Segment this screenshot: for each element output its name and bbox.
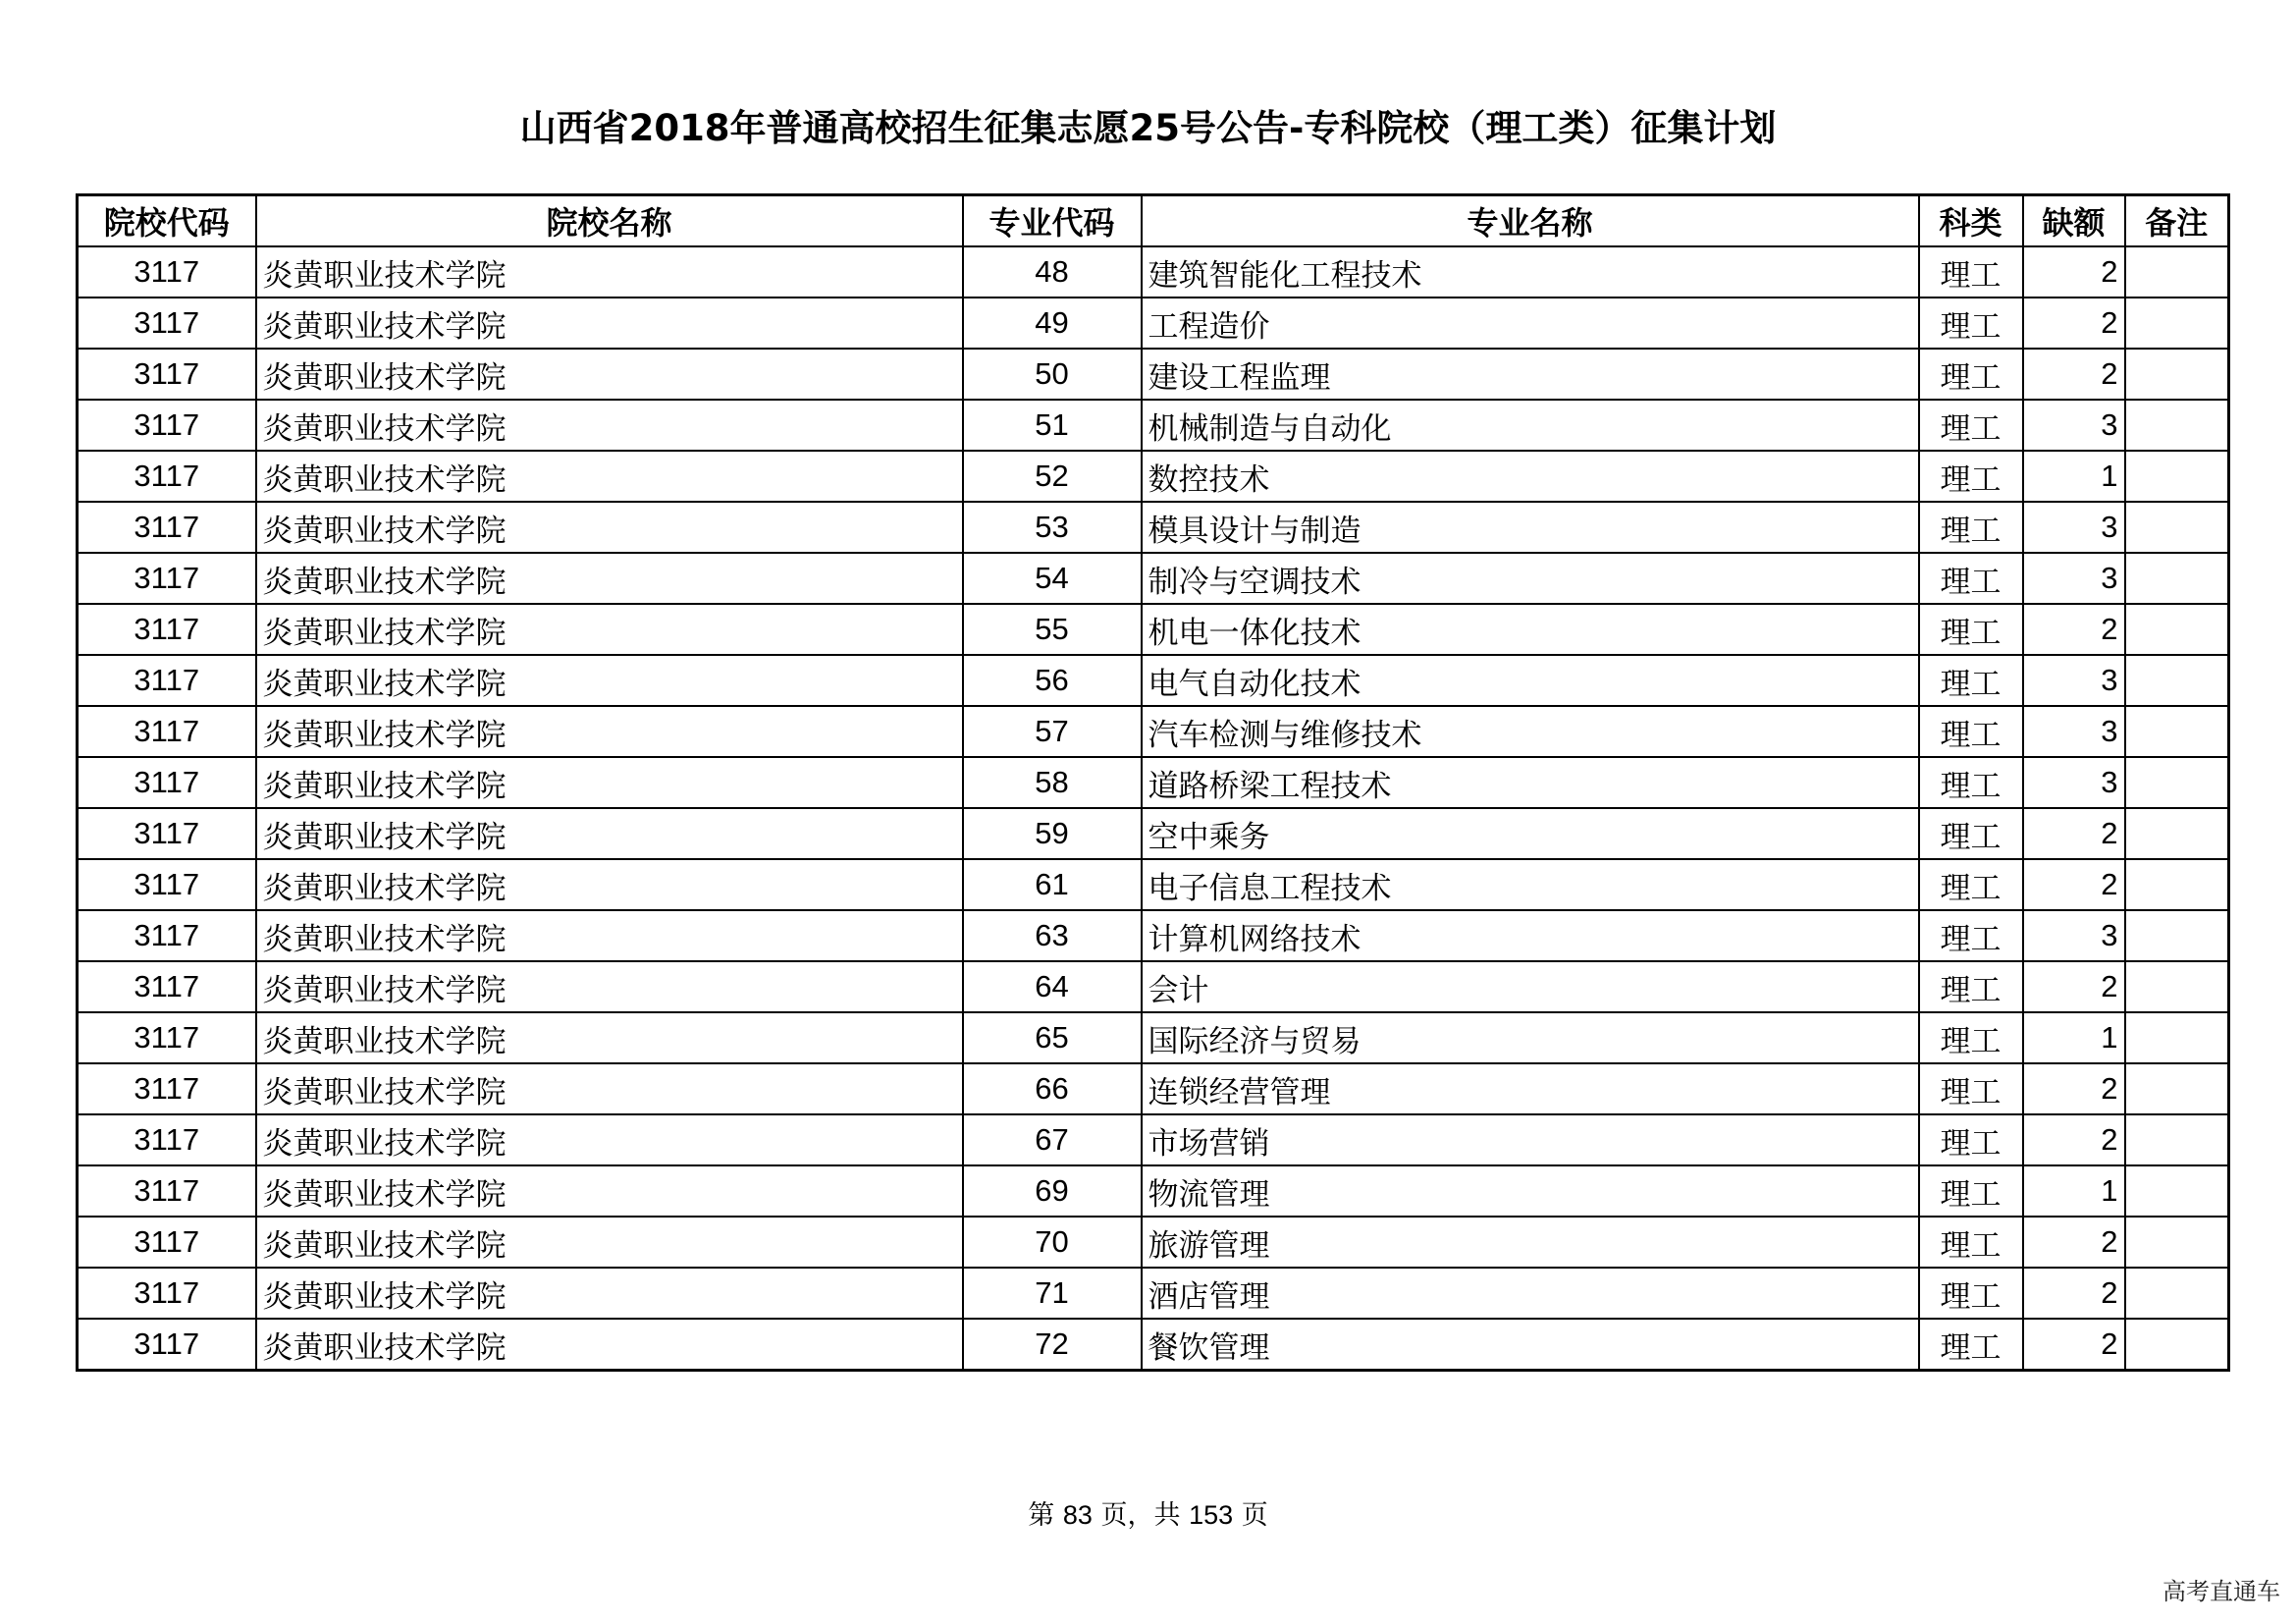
cell-major-code: 49	[963, 298, 1142, 349]
cell-major-name: 机械制造与自动化	[1142, 400, 1919, 451]
footer-total-pages: 153	[1189, 1500, 1234, 1530]
cell-school-name: 炎黄职业技术学院	[256, 553, 963, 604]
cell-school-name: 炎黄职业技术学院	[256, 859, 963, 910]
table-row	[78, 349, 2229, 400]
header-major-name: 专业名称	[1142, 195, 1919, 247]
cell-major-name: 连锁经营管理	[1142, 1063, 1919, 1114]
cell-school-name: 炎黄职业技术学院	[256, 655, 963, 706]
cell-category: 理工	[1919, 961, 2023, 1012]
footer-middle: 页，共	[1100, 1500, 1181, 1531]
cell-school-code: 3117	[78, 808, 256, 859]
cell-school-code: 3117	[78, 451, 256, 502]
cell-school-name: 炎黄职业技术学院	[256, 910, 963, 961]
cell-category: 理工	[1919, 298, 2023, 349]
cell-major-code: 61	[963, 859, 1142, 910]
cell-category: 理工	[1919, 246, 2023, 298]
cell-major-code: 63	[963, 910, 1142, 961]
plan-table	[76, 193, 2230, 1372]
footer-prefix: 第	[1028, 1500, 1055, 1531]
cell-vacancy: 2	[2023, 1217, 2125, 1268]
table-row	[78, 808, 2229, 859]
cell-major-name: 会计	[1142, 961, 1919, 1012]
cell-school-name: 炎黄职业技术学院	[256, 246, 963, 298]
cell-school-name: 炎黄职业技术学院	[256, 1217, 963, 1268]
cell-school-name: 炎黄职业技术学院	[256, 1165, 963, 1217]
cell-note	[2125, 910, 2229, 961]
cell-school-code: 3117	[78, 910, 256, 961]
table-row	[78, 1319, 2229, 1371]
table-header-row	[78, 195, 2229, 247]
cell-category: 理工	[1919, 1114, 2023, 1165]
cell-school-code: 3117	[78, 246, 256, 298]
footer-page-number: 83	[1062, 1500, 1093, 1530]
cell-school-code: 3117	[78, 1268, 256, 1319]
cell-category: 理工	[1919, 706, 2023, 757]
table-row	[78, 604, 2229, 655]
cell-major-name: 空中乘务	[1142, 808, 1919, 859]
cell-note	[2125, 706, 2229, 757]
cell-major-code: 72	[963, 1319, 1142, 1371]
cell-major-code: 67	[963, 1114, 1142, 1165]
cell-school-code: 3117	[78, 706, 256, 757]
cell-vacancy: 2	[2023, 1114, 2125, 1165]
cell-school-name: 炎黄职业技术学院	[256, 451, 963, 502]
cell-major-name: 工程造价	[1142, 298, 1919, 349]
cell-major-name: 汽车检测与维修技术	[1142, 706, 1919, 757]
cell-category: 理工	[1919, 349, 2023, 400]
cell-note	[2125, 757, 2229, 808]
cell-note	[2125, 400, 2229, 451]
cell-major-name: 旅游管理	[1142, 1217, 1919, 1268]
cell-major-name: 计算机网络技术	[1142, 910, 1919, 961]
cell-vacancy: 2	[2023, 298, 2125, 349]
table-row	[78, 859, 2229, 910]
cell-major-code: 71	[963, 1268, 1142, 1319]
cell-note	[2125, 451, 2229, 502]
cell-major-code: 56	[963, 655, 1142, 706]
cell-note	[2125, 604, 2229, 655]
cell-school-code: 3117	[78, 298, 256, 349]
table-row	[78, 451, 2229, 502]
cell-school-name: 炎黄职业技术学院	[256, 1268, 963, 1319]
cell-note	[2125, 246, 2229, 298]
cell-vacancy: 3	[2023, 757, 2125, 808]
cell-major-code: 57	[963, 706, 1142, 757]
table-body	[78, 246, 2229, 1371]
cell-school-name: 炎黄职业技术学院	[256, 400, 963, 451]
cell-major-name: 建筑智能化工程技术	[1142, 246, 1919, 298]
cell-school-code: 3117	[78, 1114, 256, 1165]
cell-category: 理工	[1919, 451, 2023, 502]
cell-school-code: 3117	[78, 553, 256, 604]
cell-vacancy: 1	[2023, 451, 2125, 502]
table-row	[78, 1063, 2229, 1114]
cell-note	[2125, 655, 2229, 706]
cell-category: 理工	[1919, 1217, 2023, 1268]
cell-major-code: 53	[963, 502, 1142, 553]
cell-major-code: 69	[963, 1165, 1142, 1217]
cell-major-code: 65	[963, 1012, 1142, 1063]
table-row	[78, 1217, 2229, 1268]
header-note: 备注	[2125, 195, 2229, 247]
page-footer	[0, 1493, 2296, 1532]
cell-major-code: 55	[963, 604, 1142, 655]
cell-school-name: 炎黄职业技术学院	[256, 1012, 963, 1063]
header-school-code: 院校代码	[78, 195, 256, 247]
cell-vacancy: 3	[2023, 706, 2125, 757]
table-row	[78, 1268, 2229, 1319]
table-row	[78, 706, 2229, 757]
cell-vacancy: 3	[2023, 400, 2125, 451]
cell-category: 理工	[1919, 1165, 2023, 1217]
cell-vacancy: 2	[2023, 1063, 2125, 1114]
cell-school-code: 3117	[78, 1012, 256, 1063]
table-row	[78, 961, 2229, 1012]
cell-note	[2125, 1165, 2229, 1217]
cell-note	[2125, 1268, 2229, 1319]
cell-category: 理工	[1919, 757, 2023, 808]
cell-note	[2125, 349, 2229, 400]
cell-major-code: 54	[963, 553, 1142, 604]
cell-vacancy: 2	[2023, 808, 2125, 859]
cell-school-code: 3117	[78, 1165, 256, 1217]
cell-category: 理工	[1919, 859, 2023, 910]
cell-school-code: 3117	[78, 757, 256, 808]
cell-major-code: 48	[963, 246, 1142, 298]
cell-major-name: 酒店管理	[1142, 1268, 1919, 1319]
cell-school-name: 炎黄职业技术学院	[256, 1319, 963, 1371]
cell-note	[2125, 961, 2229, 1012]
cell-school-code: 3117	[78, 1063, 256, 1114]
cell-school-code: 3117	[78, 1217, 256, 1268]
cell-category: 理工	[1919, 1063, 2023, 1114]
cell-major-name: 电子信息工程技术	[1142, 859, 1919, 910]
table-row	[78, 910, 2229, 961]
cell-category: 理工	[1919, 1319, 2023, 1371]
cell-category: 理工	[1919, 1268, 2023, 1319]
cell-major-name: 电气自动化技术	[1142, 655, 1919, 706]
table-row	[78, 1165, 2229, 1217]
header-vacancy: 缺额	[2023, 195, 2125, 247]
cell-major-name: 机电一体化技术	[1142, 604, 1919, 655]
cell-school-name: 炎黄职业技术学院	[256, 298, 963, 349]
cell-major-code: 66	[963, 1063, 1142, 1114]
cell-vacancy: 3	[2023, 655, 2125, 706]
cell-major-code: 51	[963, 400, 1142, 451]
header-major-code: 专业代码	[963, 195, 1142, 247]
cell-school-name: 炎黄职业技术学院	[256, 349, 963, 400]
cell-note	[2125, 1217, 2229, 1268]
cell-school-name: 炎黄职业技术学院	[256, 808, 963, 859]
cell-major-code: 58	[963, 757, 1142, 808]
cell-school-code: 3117	[78, 859, 256, 910]
cell-school-code: 3117	[78, 400, 256, 451]
cell-major-code: 59	[963, 808, 1142, 859]
cell-school-name: 炎黄职业技术学院	[256, 706, 963, 757]
cell-vacancy: 1	[2023, 1165, 2125, 1217]
cell-vacancy: 3	[2023, 502, 2125, 553]
cell-school-code: 3117	[78, 502, 256, 553]
cell-school-name: 炎黄职业技术学院	[256, 1063, 963, 1114]
cell-note	[2125, 1063, 2229, 1114]
cell-vacancy: 1	[2023, 1012, 2125, 1063]
cell-note	[2125, 502, 2229, 553]
cell-vacancy: 2	[2023, 961, 2125, 1012]
table-row	[78, 246, 2229, 298]
table-row	[78, 298, 2229, 349]
cell-school-name: 炎黄职业技术学院	[256, 757, 963, 808]
header-school-name: 院校名称	[256, 195, 963, 247]
cell-note	[2125, 808, 2229, 859]
cell-note	[2125, 553, 2229, 604]
cell-vacancy: 2	[2023, 246, 2125, 298]
cell-category: 理工	[1919, 553, 2023, 604]
cell-major-code: 70	[963, 1217, 1142, 1268]
cell-vacancy: 2	[2023, 1268, 2125, 1319]
cell-school-code: 3117	[78, 961, 256, 1012]
cell-vacancy: 3	[2023, 910, 2125, 961]
header-category: 科类	[1919, 195, 2023, 247]
cell-category: 理工	[1919, 502, 2023, 553]
cell-category: 理工	[1919, 400, 2023, 451]
document-title: 山西省2018年普通高校招生征集志愿25号公告-专科院校（理工类）征集计划	[519, 107, 1777, 149]
table-row	[78, 553, 2229, 604]
cell-major-name: 制冷与空调技术	[1142, 553, 1919, 604]
cell-major-code: 52	[963, 451, 1142, 502]
cell-vacancy: 2	[2023, 1319, 2125, 1371]
cell-vacancy: 2	[2023, 604, 2125, 655]
cell-vacancy: 2	[2023, 859, 2125, 910]
table-row	[78, 655, 2229, 706]
cell-category: 理工	[1919, 1012, 2023, 1063]
cell-note	[2125, 298, 2229, 349]
cell-school-code: 3117	[78, 349, 256, 400]
footer-suffix: 页	[1241, 1500, 1268, 1531]
cell-school-name: 炎黄职业技术学院	[256, 961, 963, 1012]
cell-school-code: 3117	[78, 1319, 256, 1371]
cell-category: 理工	[1919, 655, 2023, 706]
cell-school-name: 炎黄职业技术学院	[256, 1114, 963, 1165]
cell-major-code: 64	[963, 961, 1142, 1012]
cell-vacancy: 3	[2023, 553, 2125, 604]
cell-school-name: 炎黄职业技术学院	[256, 604, 963, 655]
cell-major-name: 国际经济与贸易	[1142, 1012, 1919, 1063]
watermark-text: 高考直通车	[2163, 1578, 2280, 1605]
cell-major-name: 物流管理	[1142, 1165, 1919, 1217]
table-row	[78, 757, 2229, 808]
table-row	[78, 1114, 2229, 1165]
table-row	[78, 1012, 2229, 1063]
cell-category: 理工	[1919, 910, 2023, 961]
table-row	[78, 502, 2229, 553]
cell-school-name: 炎黄职业技术学院	[256, 502, 963, 553]
cell-major-name: 建设工程监理	[1142, 349, 1919, 400]
cell-category: 理工	[1919, 808, 2023, 859]
cell-school-code: 3117	[78, 655, 256, 706]
cell-note	[2125, 1012, 2229, 1063]
cell-major-code: 50	[963, 349, 1142, 400]
cell-school-code: 3117	[78, 604, 256, 655]
cell-major-name: 市场营销	[1142, 1114, 1919, 1165]
cell-vacancy: 2	[2023, 349, 2125, 400]
cell-major-name: 模具设计与制造	[1142, 502, 1919, 553]
table-row	[78, 400, 2229, 451]
cell-note	[2125, 1114, 2229, 1165]
cell-note	[2125, 1319, 2229, 1371]
cell-major-name: 餐饮管理	[1142, 1319, 1919, 1371]
cell-note	[2125, 859, 2229, 910]
cell-category: 理工	[1919, 604, 2023, 655]
cell-major-name: 数控技术	[1142, 451, 1919, 502]
cell-major-name: 道路桥梁工程技术	[1142, 757, 1919, 808]
